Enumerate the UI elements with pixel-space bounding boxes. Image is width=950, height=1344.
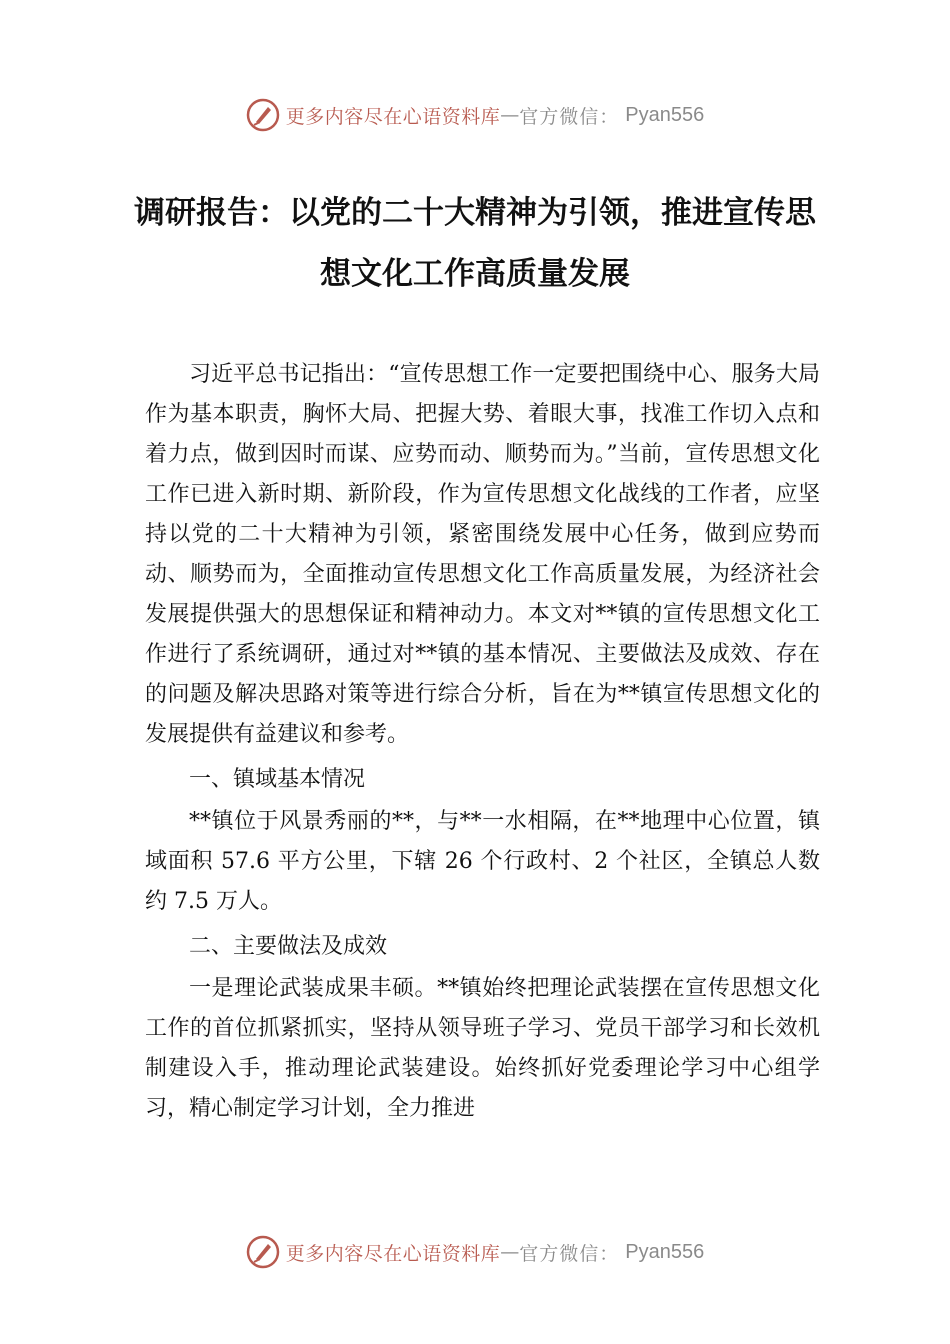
paragraph-theory: 一是理论武装成果丰硕。**镇始终把理论武装摆在宣传思想文化工作的首位抓紧抓实，坚持从领导班子学习、党员干部学习和长效机制建设入手，推动理论武装建设。始终抓好党委理论学习中心组学习，精心制定学习计划，全力推进 <box>145 976 820 1121</box>
section-heading-1: 一、镇域基本情况 <box>189 767 366 792</box>
watermark-wechat-label: 官方微信： <box>519 105 620 128</box>
watermark-brand: 更多内容尽在心语资料库 <box>285 105 501 128</box>
watermark-banner-top <box>0 95 950 135</box>
watermark-wechat-label: 官方微信： <box>519 1242 620 1265</box>
watermark-wechat-id: Pyan556 <box>625 1240 705 1263</box>
paragraph-basic-info: **镇位于风景秀丽的**，与**一水相隔，在**地理中心位置，镇域面积 57.6 平方公里，下辖 26 个行政村、2 个社区，全镇总人数约 7.5 万人。 <box>145 809 820 914</box>
watermark-banner-bottom <box>0 1232 950 1272</box>
watermark-separator: — <box>500 1241 520 1263</box>
watermark-wechat-id: Pyan556 <box>625 103 705 126</box>
document-body <box>145 355 820 1129</box>
watermark-brand: 更多内容尽在心语资料库 <box>285 1242 501 1265</box>
section-heading-2: 二、主要做法及成效 <box>189 934 388 959</box>
paragraph-intro: 习近平总书记指出：“宣传思想工作一定要把围绕中心、服务大局作为基本职责，胸怀大局、把握大势、着眼大事，找准工作切入点和着力点，做到因时而谋、应势而动、顺势而为。”当前，宣传思想文化工作已进入新时期、新阶段，作为宣传思想文化战线的工作者，应坚持以党的二十大精神为引领，紧密围绕发展中心任务，做到应势而动、顺势而为，全面推动宣传思想文化工作高质量发展，为经济社会发展提供强大的思想保证和精神动力。本文对**镇的宣传思想文化工作进行了系统调研，通过对**镇的基本情况、主要做法及成效、存在的问题及解决思路对策等进行综合分析，旨在为**镇宣传思想文化的发展提供有益建议和参考。 <box>145 362 820 747</box>
watermark-separator: — <box>500 104 520 126</box>
pen-seal-logo-icon <box>246 98 280 132</box>
pen-seal-logo-icon <box>246 1235 280 1269</box>
document-title: 调研报告：以党的二十大精神为引领，推进宣传思想文化工作高质量发展 <box>134 195 816 292</box>
